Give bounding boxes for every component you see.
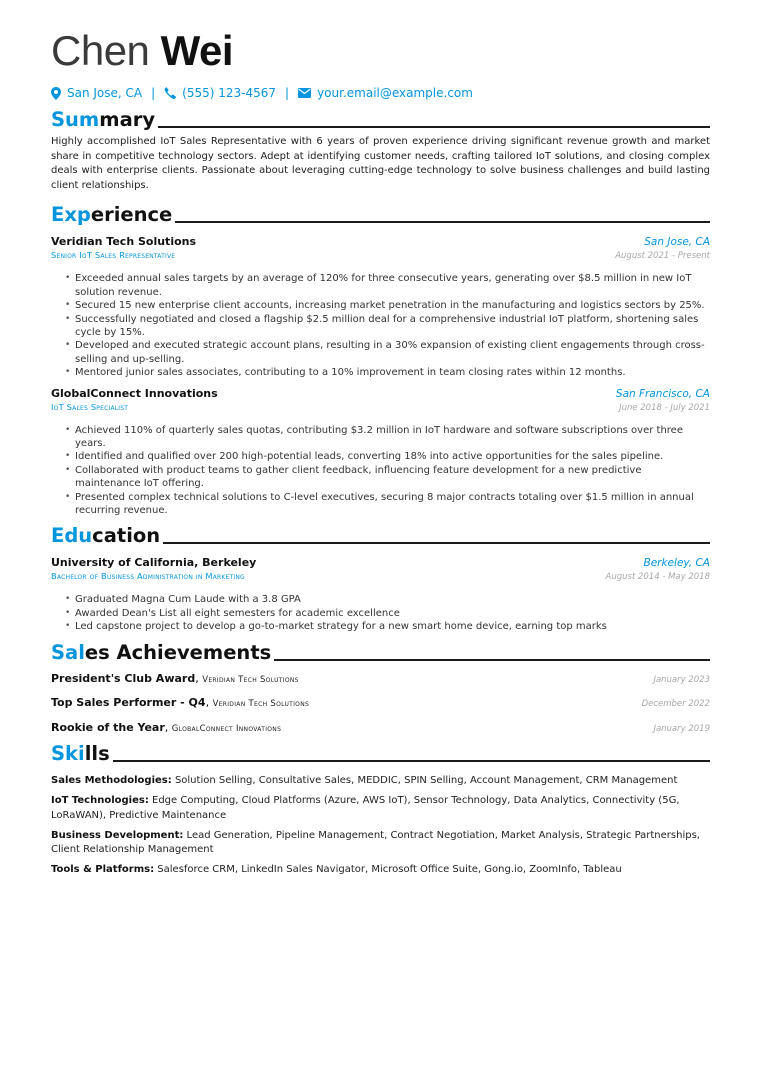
skill-label: Tools & Platforms: bbox=[51, 864, 155, 876]
education-heading bbox=[51, 523, 710, 547]
contact-email[interactable] bbox=[298, 86, 473, 100]
school-dates: August 2014 - May 2018 bbox=[605, 572, 710, 583]
job-location: San Francisco, CA bbox=[615, 387, 710, 400]
section-rule bbox=[274, 659, 710, 661]
skill-value: Solution Selling, Consultative Sales, MEDDIC, SPIN Selling, Account Management, CRM Management bbox=[174, 775, 678, 787]
award-date: January 2023 bbox=[653, 674, 710, 685]
skill-label: Sales Methodologies: bbox=[51, 775, 172, 787]
summary-heading bbox=[51, 107, 710, 131]
achievements-heading bbox=[51, 640, 710, 664]
summary-title: Summary bbox=[51, 108, 156, 131]
award-name: Top Sales Performer - Q4 bbox=[51, 696, 206, 710]
award-issuer: GlobalConnect Innovations bbox=[171, 723, 282, 734]
education-entry bbox=[51, 556, 710, 633]
bullet-item: • Graduated Magna Cum Laude with a 3.8 GPA bbox=[65, 593, 710, 606]
skill-line bbox=[51, 774, 710, 788]
job-title: Senior IoT Sales Representative bbox=[51, 250, 176, 261]
skills-title: Skills bbox=[51, 742, 110, 766]
bullet-list bbox=[65, 424, 710, 518]
skill-value: Lead Generation, Pipeline Management, Contract Negotiation, Market Analysis, Strategic Partnerships, Client Relationship Management bbox=[51, 829, 700, 855]
bullet-item: • Achieved 110% of quarterly sales quotas, contributing $3.2 million in IoT hardware and software subscriptions over three years. bbox=[65, 424, 710, 451]
section-rule bbox=[175, 221, 710, 223]
achievement-row: Top Sales Performer - Q4, Veridian Tech Solutions December 2022 bbox=[51, 696, 710, 710]
bullet-item: • Awarded Dean's List all eight semesters for academic excellence bbox=[65, 607, 710, 620]
job-title: IoT Sales Specialist bbox=[51, 401, 129, 412]
award-issuer: Veridian Tech Solutions bbox=[202, 674, 299, 685]
first-name: Chen bbox=[51, 27, 150, 74]
job-location: San Jose, CA bbox=[644, 236, 710, 249]
envelope-icon bbox=[298, 88, 317, 98]
award-issuer: Veridian Tech Solutions bbox=[212, 699, 310, 710]
contact-phone[interactable] bbox=[164, 86, 276, 100]
skill-label: Business Development: bbox=[51, 829, 184, 841]
bullet-item: • Identified and qualified over 200 high-potential leads, converting 18% into active opportunities for the sales pipeline. bbox=[65, 450, 710, 463]
email-text: your.email@example.com bbox=[317, 86, 473, 100]
bullet-item: • Developed and executed strategic account plans, resulting in a 30% expansion of existing client engagements through cross-selling and up-selling. bbox=[65, 339, 710, 366]
experience-entry bbox=[51, 387, 710, 518]
contact-separator: | bbox=[151, 86, 156, 100]
section-rule bbox=[163, 542, 710, 544]
skill-label: IoT Technologies: bbox=[51, 795, 149, 807]
achievements-title: Sales Achievements bbox=[51, 640, 272, 664]
section-rule bbox=[158, 126, 710, 128]
contact-separator: | bbox=[285, 86, 290, 100]
degree: Bachelor of Business Administration in Marketing bbox=[51, 571, 245, 582]
experience-heading bbox=[51, 202, 710, 226]
experience-title: Experience bbox=[51, 203, 173, 227]
company-name: GlobalConnect Innovations bbox=[51, 386, 218, 400]
section-rule bbox=[113, 760, 710, 762]
map-marker-icon bbox=[51, 87, 67, 100]
bullet-item: • Successfully negotiated and closed a flagship $2.5 million deal for a comprehensive industrial IoT platform, shortening sales cycle by 15%. bbox=[65, 313, 710, 340]
contact-location bbox=[51, 86, 142, 100]
bullet-item: • Collaborated with product teams to gather client feedback, influencing feature development for a new predictive maintenance IoT offering. bbox=[65, 464, 710, 491]
award-date: December 2022 bbox=[641, 699, 710, 710]
candidate-name bbox=[51, 28, 710, 74]
summary-text: Highly accomplished IoT Sales Representative with 6 years of proven experience driving significant revenue growth and market share in competitive technology sectors. Adept at identifying customer needs, crafting tailored IoT solutions, and closing complex deals with enterprise clients. Passionate about leveraging cutting-edge technology to solve business challenges and build lasting client relationships. bbox=[51, 136, 710, 191]
bullet-item: • Mentored junior sales associates, contributing to a 10% improvement in team closing rates within 12 months. bbox=[65, 366, 710, 379]
skill-value: Salesforce CRM, LinkedIn Sales Navigator, Microsoft Office Suite, Gong.io, ZoomInfo, Tableau bbox=[157, 864, 622, 876]
award-name: President's Club Award bbox=[51, 671, 196, 685]
job-dates: August 2021 - Present bbox=[615, 251, 710, 262]
location-text: San Jose, CA bbox=[67, 86, 143, 100]
achievement-row: Rookie of the Year, GlobalConnect Innovations January 2019 bbox=[51, 720, 710, 734]
bullet-item: • Exceeded annual sales targets by an average of 120% for three consecutive years, generating over $8.5 million in new IoT solution revenue. bbox=[65, 272, 710, 299]
award-date: January 2019 bbox=[653, 723, 710, 734]
last-name: Wei bbox=[160, 27, 233, 74]
bullet-item: • Led capstone project to develop a go-to-market strategy for a new smart home device, earning top marks bbox=[65, 620, 710, 633]
achievement-row: President's Club Award, Veridian Tech Solutions January 2023 bbox=[51, 671, 710, 685]
skill-line bbox=[51, 829, 710, 857]
bullet-list bbox=[65, 272, 710, 379]
skills-heading bbox=[51, 741, 710, 765]
skill-line bbox=[51, 794, 710, 822]
skill-line bbox=[51, 863, 710, 877]
bullet-list bbox=[65, 593, 710, 633]
company-name: Veridian Tech Solutions bbox=[51, 235, 197, 249]
skill-value: Edge Computing, Cloud Platforms (Azure, AWS IoT), Sensor Technology, Data Analytics, Connectivity (5G, LoRaWAN), Predictive Maintenance bbox=[51, 795, 680, 821]
school-location: Berkeley, CA bbox=[643, 557, 710, 570]
experience-entry bbox=[51, 235, 710, 379]
contact-bar bbox=[51, 85, 710, 101]
bullet-item: • Secured 15 new enterprise client accounts, increasing market penetration in the manufacturing and logistics sectors by 25%. bbox=[65, 299, 710, 312]
education-title: Education bbox=[51, 524, 161, 548]
award-name: Rookie of the Year bbox=[51, 720, 165, 734]
bullet-item: • Presented complex technical solutions to C-level executives, securing 8 major contracts totaling over $1.5 million in annual recurring revenue. bbox=[65, 491, 710, 518]
phone-icon bbox=[164, 87, 182, 99]
job-dates: June 2018 - July 2021 bbox=[619, 402, 710, 413]
school-name: University of California, Berkeley bbox=[51, 556, 257, 570]
phone-text: (555) 123-4567 bbox=[182, 86, 277, 100]
